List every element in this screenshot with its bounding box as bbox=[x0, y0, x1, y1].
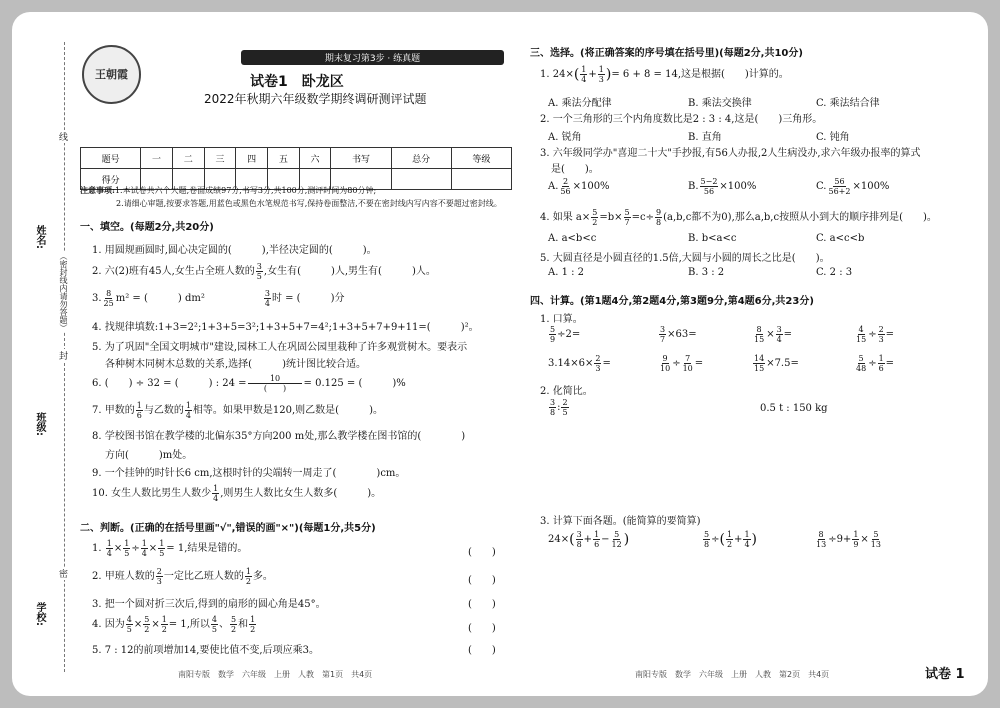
exam-subtitle: 2022年秋期六年级数学期终调研测评试题 bbox=[204, 92, 427, 106]
mental-calc-8: $\frac{5}{48}$ ÷ $\frac{1}{6}$ = bbox=[856, 354, 895, 373]
mental-calc-3: $\frac{8}{15}$ × $\frac{3}{4}$ = bbox=[754, 325, 793, 344]
s3-q4-opt-c: C. a<c<b bbox=[816, 233, 865, 244]
school-label: 学校: bbox=[34, 602, 45, 626]
mental-calc-7: $\frac{14}{15}$ ×7.5= bbox=[754, 354, 799, 373]
footer-left: 南阳专版 数学 六年级 上册 人教 第1页 共4页 bbox=[178, 670, 373, 679]
s1-q8a: 8. 学校图书馆在教学楼的北偏东35°方向200 m处,那么教学楼在图书馆的( ) bbox=[92, 431, 466, 442]
s4-q2-label: 2. 化简比。 bbox=[540, 386, 593, 397]
s3-q5-opt-a: A. 1 : 2 bbox=[548, 267, 585, 278]
class-label: 班级: bbox=[34, 412, 45, 436]
score-header-row: 题号 一 二 三 四 五 六 书写 总分 等级 bbox=[81, 148, 512, 169]
s3-q3-opt-a: A. $\frac{2}{56}$ ×100% bbox=[548, 177, 610, 196]
seal-char-secret: 密 bbox=[59, 567, 68, 580]
seal-char-seal: 封 bbox=[59, 349, 68, 362]
s1-q6: 6. ( ) ÷ 32 = ( ) : 24 = $\frac{10}{( )}$ = 0.125 = ( )% bbox=[92, 374, 406, 393]
section-4-title: 四、计算。(第1题4分,第2题4分,第3题9分,第4题6分,共23分) bbox=[530, 296, 814, 307]
s3-q1-opt-b: B. 乘法交换律 bbox=[688, 98, 752, 109]
s1-q4: 4. 找规律填数:1+3=2²;1+3+5=3²;1+3+5+7=4²;1+3+5+7+9+11=( )²。 bbox=[92, 322, 479, 333]
s2-q1: 1. $\frac{1}{4}$ × $\frac{1}{5}$ ÷ $\frac{1}{4}$ × $\frac{1}{5}$ = 1,结果是错的。 bbox=[92, 539, 248, 558]
s3-q1: 1. 24×( $\frac{1}{4}$ + $\frac{1}{3}$ )= 6 + 8 = 14,这是根据( )计算的。 bbox=[540, 65, 789, 84]
s3-q3-opt-b: B. $\frac{5-2}{56}$ ×100% bbox=[688, 177, 757, 196]
s1-q10: 10. 女生人数比男生人数少 $\frac{1}{4}$ ,则男生人数比女生人数多( )。 bbox=[92, 484, 382, 503]
s2-q4: 4. 因为 $\frac{4}{5}$ × $\frac{5}{2}$ × $\frac{1}{2}$ = 1,所以 $\frac{4}{5}$ 、 $\frac{5}{2}$ 和 $\frac{1}{2}$ bbox=[92, 615, 256, 634]
exam-title: 试卷1 卧龙区 bbox=[250, 74, 344, 90]
s3-q2: 2. 一个三角形的三个内角度数比是2 : 3 : 4,这是( )三角形。 bbox=[540, 114, 823, 125]
exam-sheet bbox=[12, 12, 988, 696]
s3-q5-opt-b: B. 3 : 2 bbox=[688, 267, 725, 278]
s3-q5-opt-c: C. 2 : 3 bbox=[816, 267, 853, 278]
section-1-title: 一、填空。(每题2分,共20分) bbox=[80, 222, 214, 233]
s3-q2-opt-c: C. 钝角 bbox=[816, 132, 850, 143]
score-value-row: 得分 bbox=[81, 169, 512, 190]
mental-calc-6: $\frac{9}{10}$ ÷ $\frac{7}{10}$ = bbox=[660, 354, 704, 373]
section-2-title: 二、判断。(正确的在括号里画"√",错误的画"×")(每题1分,共5分) bbox=[80, 523, 376, 534]
answer-paren-2[interactable]: ( ) bbox=[468, 575, 496, 586]
s2-q2: 2. 甲班人数的 $\frac{2}{3}$ 一定比乙班人数的 $\frac{1}{2}$ 多。 bbox=[92, 567, 273, 586]
s3-q5: 5. 大圆直径是小圆直径的1.5倍,大圆与小圆的周长之比是( )。 bbox=[540, 253, 830, 264]
footer-right: 南阳专版 数学 六年级 上册 人教 第2页 共4页 bbox=[635, 670, 830, 679]
s3-q2-opt-a: A. 锐角 bbox=[548, 132, 582, 143]
mental-calc-5: 3.14×6× $\frac{2}{3}$ = bbox=[548, 354, 611, 373]
score-table bbox=[80, 147, 512, 190]
s3-q2-opt-b: B. 直角 bbox=[688, 132, 722, 143]
calc-3-2: $\frac{5}{8}$ ÷( $\frac{1}{2}$ + $\frac{1}{4}$ ) bbox=[704, 530, 757, 549]
calc-3-1: 24×( $\frac{3}{8}$ + $\frac{1}{6}$ − $\frac{5}{12}$ ) bbox=[548, 530, 630, 549]
mental-calc-2: $\frac{3}{7}$ ×63= bbox=[660, 325, 697, 344]
s2-q3: 3. 把一个圆对折三次后,得到的扇形的圆心角是45°。 bbox=[92, 599, 326, 610]
review-banner: 期末复习第3步 · 练真题 bbox=[241, 50, 504, 65]
s3-q1-opt-c: C. 乘法结合律 bbox=[816, 98, 880, 109]
seal-char-line: 线 bbox=[59, 130, 68, 143]
section-3-title: 三、选择。(将正确答案的序号填在括号里)(每题2分,共10分) bbox=[530, 48, 803, 59]
answer-paren-1[interactable]: ( ) bbox=[468, 547, 496, 558]
s3-q3a: 3. 六年级同学办"喜迎二十大"手抄报,有56人办报,2人生病没办,求六年级办报率的算式 bbox=[540, 148, 921, 159]
calc-3-3: $\frac{8}{13}$ ÷9+ $\frac{1}{9}$ × $\frac{5}{13}$ bbox=[816, 530, 881, 549]
s4-q3-label: 3. 计算下面各题。(能简算的要简算) bbox=[540, 516, 701, 527]
answer-paren-5[interactable]: ( ) bbox=[468, 645, 496, 656]
s1-q7: 7. 甲数的 $\frac{1}{6}$ 与乙数的 $\frac{1}{4}$ 相等。如果甲数是120,则乙数是( )。 bbox=[92, 401, 383, 420]
mental-calc-1: $\frac{5}{9}$ ÷2= bbox=[550, 325, 581, 344]
s3-q4-opt-a: A. a<b<c bbox=[548, 233, 597, 244]
s1-q9: 9. 一个挂钟的时针长6 cm,这根时针的尖端转一周走了( )cm。 bbox=[92, 468, 406, 479]
s3-q4: 4. 如果 a× $\frac{5}{2}$ =b× $\frac{5}{7}$ =c÷ $\frac{9}{8}$ (a,b,c都不为0),那么a,b,c按照从小到大的顺序排列是( )。 bbox=[540, 208, 937, 227]
publisher-logo: 王朝霞 bbox=[82, 45, 141, 104]
s4-q1-label: 1. 口算。 bbox=[540, 314, 583, 325]
name-label: 姓名: bbox=[34, 225, 45, 249]
ratio-2: 0.5 t : 150 kg bbox=[760, 403, 828, 414]
s1-q8b: 方向( )m处。 bbox=[105, 450, 193, 461]
paper-badge: 试卷 1 bbox=[925, 667, 965, 682]
s1-q3: 3. $\frac{8}{25}$ m² = ( ) dm² $\frac{3}{4}$ 时 = ( )分 bbox=[92, 289, 345, 308]
s3-q3-opt-c: C. $\frac{56}{56+2}$ ×100% bbox=[816, 177, 890, 196]
mental-calc-4: $\frac{4}{15}$ ÷ $\frac{2}{3}$ = bbox=[856, 325, 895, 344]
ratio-1: $\frac{3}{8}$ : $\frac{2}{5}$ bbox=[550, 398, 568, 417]
s3-q1-opt-a: A. 乘法分配律 bbox=[548, 98, 612, 109]
s3-q3b: 是( )。 bbox=[551, 164, 599, 175]
s1-q5a: 5. 为了巩固"全国文明城市"建设,园林工人在巩固公园里栽种了许多观赏树木。要表示 bbox=[92, 342, 468, 353]
s3-q4-opt-b: B. b<a<c bbox=[688, 233, 737, 244]
notes-line-2: 2.请细心审题,按要求答题,用蓝色或黑色水笔规范书写,保持卷面整洁,不要在密封线内写内容不要超过密封线。 bbox=[116, 199, 502, 208]
s2-q5: 5. 7 : 12的前项增加14,要使比值不变,后项应乘3。 bbox=[92, 645, 319, 656]
s1-q2: 2. 六(2)班有45人,女生占全班人数的 $\frac{3}{5}$ ,女生有( )人,男生有( )人。 bbox=[92, 262, 436, 281]
no-answer-note: （密封线内请勿答题） bbox=[59, 252, 68, 332]
answer-paren-3[interactable]: ( ) bbox=[468, 599, 496, 610]
notes-line-1: 注意事项:1.本试卷共六个大题,卷面成绩97分,书写3分,共100分,测评时间为80分钟; bbox=[80, 185, 377, 195]
answer-paren-4[interactable]: ( ) bbox=[468, 623, 496, 634]
s1-q1: 1. 用圆规画圆时,圆心决定圆的( ),半径决定圆的( )。 bbox=[92, 245, 377, 256]
s1-q5b: 各种树木同树木总数的关系,选择( )统计图比较合适。 bbox=[105, 359, 366, 370]
